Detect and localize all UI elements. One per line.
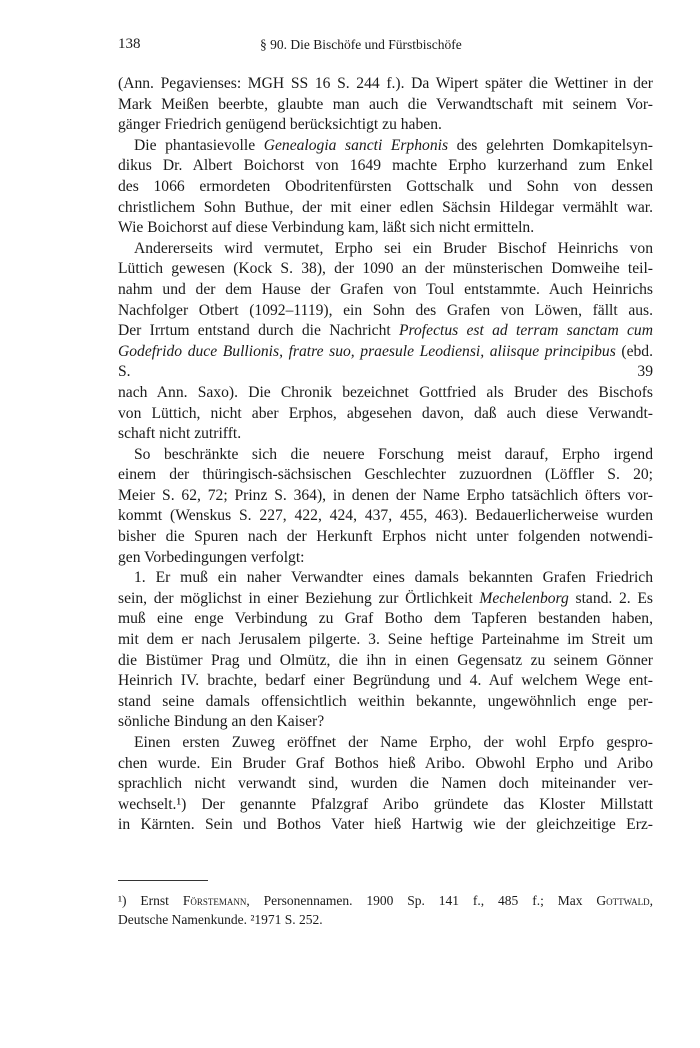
text-line: 1. Er muß ein naher Verwandter eines damals bekannten Grafen Friedrich (134, 569, 653, 587)
text-line: die Bistümer Prag und Olmütz, die ihn in einen Gegensatz zu seinem Gönner (118, 651, 653, 669)
latin-title: Mechelenborg (479, 589, 569, 607)
text-line: Heinrich IV. brachte, bedarf einer Begründung und 4. Auf welchem Wege ent- (118, 672, 653, 690)
running-title: § 90. Die Bischöfe und Fürstbischöfe (260, 37, 462, 52)
text-line: (Ann. Pegavienses: MGH SS 16 S. 244 f.). Da Wipert später die Wettiner in der (118, 75, 653, 92)
text-line: Die phantasievolle Genealogia sancti Erphonis des gelehrten Domkapitelsyn- (134, 136, 653, 154)
text-line: gänger Friedrich genügend berücksichtigt zu haben. (118, 116, 442, 134)
text-line: mit dem er nach Jerusalem pilgerte. 3. Seine heftige Parteinahme im Streit um (118, 631, 653, 649)
text-line: des 1066 ermordeten Obodritenfürsten Gottschalk und Sohn von dessen (118, 177, 653, 195)
text-line: sein, der möglichst in einer Beziehung zur Örtlichkeit Mechelenborg stand. 2. Es (118, 589, 653, 607)
footnote (118, 892, 653, 929)
text-line: sprachlich nicht verwandt sind, wurden die Namen doch miteinander ver- (118, 775, 653, 793)
page (118, 36, 653, 836)
text-line: nach Ann. Saxo). Die Chronik bezeichnet Gottfried als Bruder des Bischofs (118, 383, 653, 401)
text-line: kommt (Wenskus S. 227, 422, 424, 437, 455, 463). Bedauerlicherweise wurden (118, 507, 653, 525)
text-line: Der Irrtum entstand durch die Nachricht Profectus est ad terram sanctam cum (118, 322, 653, 340)
footnote-rule (118, 880, 208, 881)
text-line: nahm und der dem Hause der Grafen von Toul entstammte. Auch Heinrichs (118, 280, 653, 298)
text-line: in Kärnten. Sein und Bothos Vater hieß Hartwig wie der gleichzeitige Erz- (118, 816, 653, 834)
text-line: dikus Dr. Albert Boichorst von 1649 machte Erpho kurzerhand zum Enkel (118, 157, 653, 175)
latin-title: Godefrido duce Bullionis, fratre suo, praesule Leodiensi, aliisque principibus (118, 342, 616, 360)
text-line: Mark Meißen beerbte, glaubte man auch die Verwandtschaft mit seinem Vor- (118, 95, 653, 113)
text-line: Lüttich gewesen (Kock S. 38), der 1090 an der münsterischen Domweihe teil- (118, 260, 653, 278)
text-line: Einen ersten Zuweg eröffnet der Name Erpho, der wohl Erpfo gespro- (134, 734, 653, 751)
text-line: wechselt.¹) Der genannte Pfalzgraf Aribo gründete das Kloster Millstatt (118, 795, 653, 813)
footnote-line: ¹) Ernst Förstemann, Personennamen. 1900 Sp. 141 f., 485 f.; Max Gottwald, (118, 893, 653, 908)
text-line: sönliche Bindung an den Kaiser? (118, 713, 325, 731)
text-line: einem der thüringisch-sächsischen Geschlechter zuzuordnen (Löffler S. 20; (118, 466, 653, 484)
text-line: Godefrido duce Bullionis, fratre suo, praesule Leodiensi, aliisque principibus (ebd. S. 39 (118, 342, 653, 381)
latin-title: Profectus est ad terram sanctam cum (399, 322, 653, 340)
footnote-line: Deutsche Namenkunde. ²1971 S. 252. (118, 911, 323, 927)
text-line: muß eine enge Verbindung zu Graf Botho dem Tapferen bestanden haben, (118, 610, 653, 628)
page-header (118, 36, 653, 58)
body-text (118, 74, 653, 836)
text-line: von Lüttich, nicht aber Erphos, abgesehen davon, daß auch diese Verwandt- (118, 404, 653, 422)
text-line: gen Vorbedingungen verfolgt: (118, 548, 305, 566)
text-line: Meier S. 62, 72; Prinz S. 364), in denen der Name Erpho tatsächlich öfters vor- (118, 486, 653, 504)
text-line: Andererseits wird vermutet, Erpho sei ein Bruder Bischof Heinrichs von (134, 239, 653, 257)
text-line: chen wurde. Ein Bruder Graf Bothos hieß Aribo. Obwohl Erpho und Aribo (118, 754, 653, 772)
text-line: So beschränkte sich die neuere Forschung meist darauf, Erpho irgend (134, 445, 653, 463)
page-number: 138 (118, 36, 141, 52)
text-line: stand seine damals offensichtlich weithin bekannte, ungewöhnlich enge per- (118, 692, 653, 710)
text-line: christlichem Sohn Buthue, der mit einer edlen Sächsin Hildegar vermählt war. (118, 198, 653, 216)
author-name: Förstemann (182, 893, 247, 908)
text-line: schaft nicht zutrifft. (118, 425, 242, 443)
text-line: bisher die Spuren nach der Herkunft Erphos nicht unter folgenden notwendi- (118, 528, 653, 546)
text-line: Nachfolger Otbert (1092–1119), ein Sohn des Grafen von Löwen, fällt aus. (118, 301, 653, 319)
latin-title: Genealogia sancti Erphonis (263, 136, 449, 154)
text-line: Wie Boichorst auf diese Verbindung kam, läßt sich nicht ermitteln. (118, 219, 535, 237)
author-name: Gottwald (596, 893, 650, 908)
